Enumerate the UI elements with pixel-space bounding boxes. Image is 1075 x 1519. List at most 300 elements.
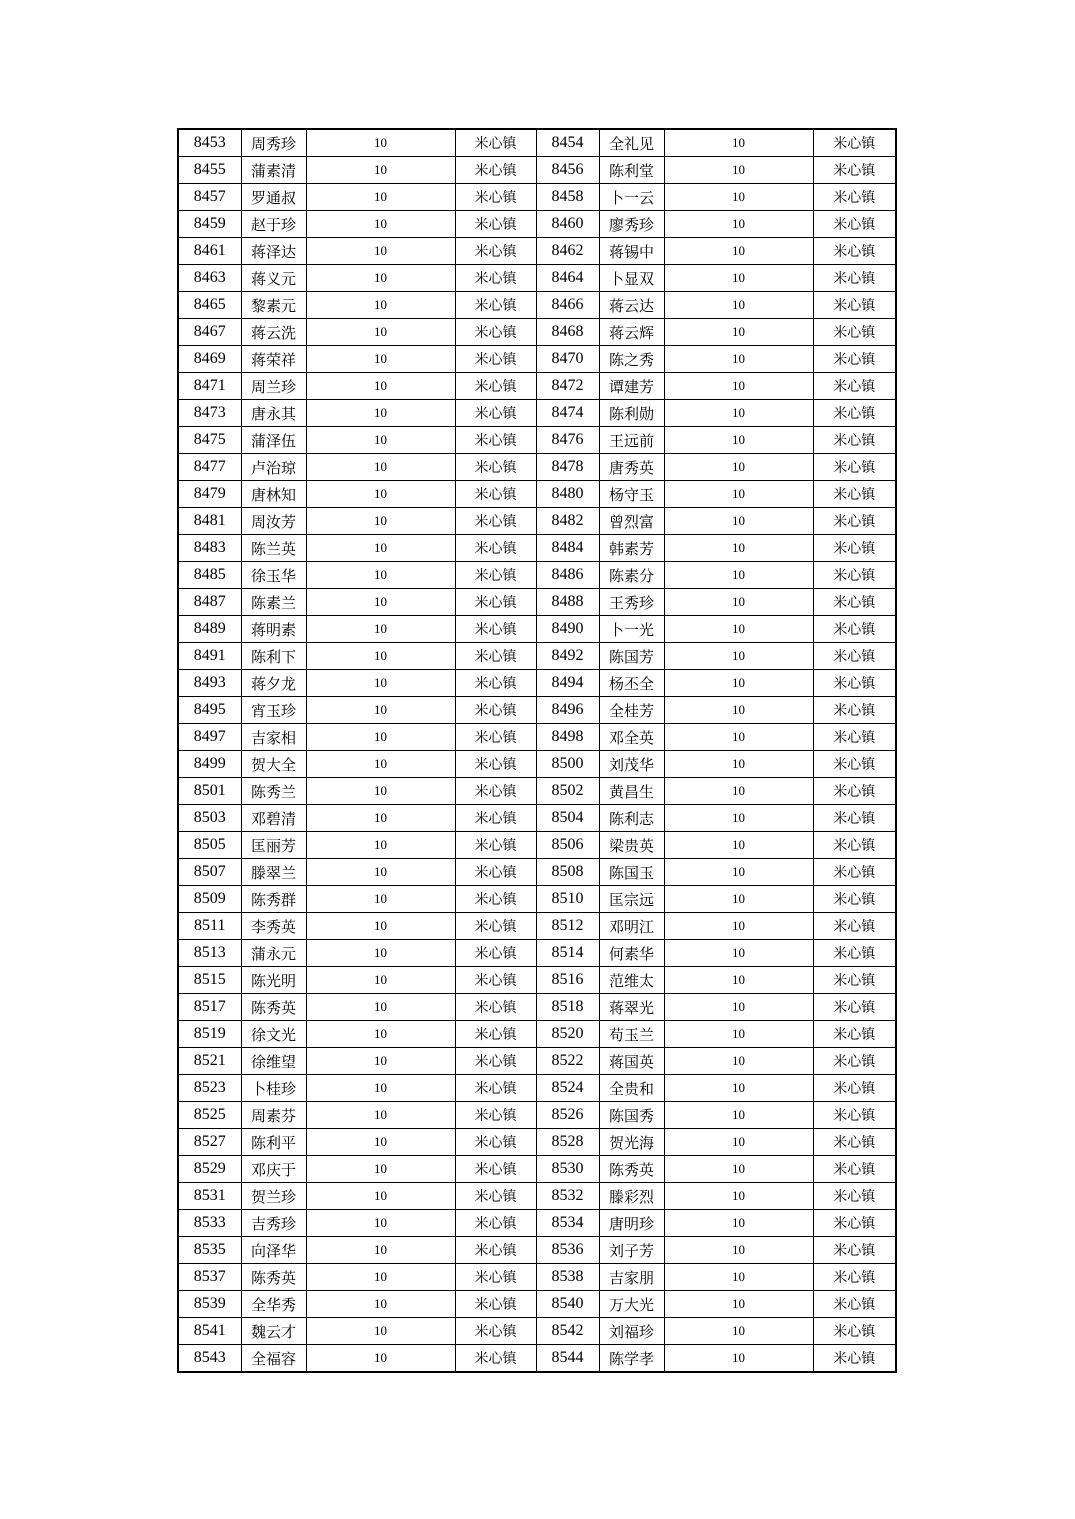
town-cell: 米心镇 <box>813 1318 896 1345</box>
id-cell: 8515 <box>178 967 241 994</box>
amount-cell: 10 <box>306 1129 455 1156</box>
name-cell: 陈利志 <box>599 805 664 832</box>
id-cell: 8475 <box>178 427 241 454</box>
amount-cell: 10 <box>306 508 455 535</box>
id-cell: 8454 <box>536 129 599 157</box>
id-cell: 8505 <box>178 832 241 859</box>
town-cell: 米心镇 <box>455 589 536 616</box>
name-cell: 全福容 <box>241 1345 306 1373</box>
amount-cell: 10 <box>306 346 455 373</box>
amount-cell: 10 <box>306 1021 455 1048</box>
table-row <box>178 913 896 940</box>
town-cell: 米心镇 <box>813 238 896 265</box>
amount-cell: 10 <box>664 805 813 832</box>
amount-cell: 10 <box>664 616 813 643</box>
name-cell: 邓庆于 <box>241 1156 306 1183</box>
name-cell: 吉秀珍 <box>241 1210 306 1237</box>
town-cell: 米心镇 <box>813 1237 896 1264</box>
table-row <box>178 670 896 697</box>
town-cell: 米心镇 <box>455 427 536 454</box>
table-row <box>178 724 896 751</box>
id-cell: 8541 <box>178 1318 241 1345</box>
id-cell: 8483 <box>178 535 241 562</box>
amount-cell: 10 <box>664 1183 813 1210</box>
name-cell: 贺兰珍 <box>241 1183 306 1210</box>
amount-cell: 10 <box>664 670 813 697</box>
town-cell: 米心镇 <box>455 1156 536 1183</box>
id-cell: 8544 <box>536 1345 599 1373</box>
name-cell: 蒋明素 <box>241 616 306 643</box>
amount-cell: 10 <box>664 184 813 211</box>
name-cell: 陈之秀 <box>599 346 664 373</box>
name-cell: 陈光明 <box>241 967 306 994</box>
amount-cell: 10 <box>664 643 813 670</box>
id-cell: 8522 <box>536 1048 599 1075</box>
name-cell: 蒋国英 <box>599 1048 664 1075</box>
id-cell: 8496 <box>536 697 599 724</box>
town-cell: 米心镇 <box>455 157 536 184</box>
table-row <box>178 1318 896 1345</box>
amount-cell: 10 <box>306 616 455 643</box>
id-cell: 8543 <box>178 1345 241 1373</box>
town-cell: 米心镇 <box>813 940 896 967</box>
id-cell: 8512 <box>536 913 599 940</box>
town-cell: 米心镇 <box>813 967 896 994</box>
town-cell: 米心镇 <box>813 1021 896 1048</box>
town-cell: 米心镇 <box>813 1102 896 1129</box>
table-row <box>178 994 896 1021</box>
amount-cell: 10 <box>664 129 813 157</box>
name-cell: 蒋荣祥 <box>241 346 306 373</box>
name-cell: 王远前 <box>599 427 664 454</box>
id-cell: 8502 <box>536 778 599 805</box>
name-cell: 魏云才 <box>241 1318 306 1345</box>
name-cell: 蒋云洗 <box>241 319 306 346</box>
id-cell: 8455 <box>178 157 241 184</box>
amount-cell: 10 <box>664 1237 813 1264</box>
id-cell: 8476 <box>536 427 599 454</box>
town-cell: 米心镇 <box>813 319 896 346</box>
town-cell: 米心镇 <box>813 913 896 940</box>
id-cell: 8501 <box>178 778 241 805</box>
amount-cell: 10 <box>664 211 813 238</box>
amount-cell: 10 <box>664 994 813 1021</box>
town-cell: 米心镇 <box>455 886 536 913</box>
amount-cell: 10 <box>664 427 813 454</box>
name-cell: 何素华 <box>599 940 664 967</box>
town-cell: 米心镇 <box>813 1345 896 1373</box>
amount-cell: 10 <box>306 643 455 670</box>
amount-cell: 10 <box>306 1048 455 1075</box>
table-row <box>178 805 896 832</box>
name-cell: 蒋义元 <box>241 265 306 292</box>
amount-cell: 10 <box>306 589 455 616</box>
amount-cell: 10 <box>664 886 813 913</box>
town-cell: 米心镇 <box>813 643 896 670</box>
town-cell: 米心镇 <box>813 211 896 238</box>
town-cell: 米心镇 <box>455 211 536 238</box>
name-cell: 李秀英 <box>241 913 306 940</box>
id-cell: 8453 <box>178 129 241 157</box>
town-cell: 米心镇 <box>813 373 896 400</box>
table-row <box>178 1345 896 1373</box>
table-row <box>178 940 896 967</box>
name-cell: 滕翠兰 <box>241 859 306 886</box>
town-cell: 米心镇 <box>455 265 536 292</box>
table-row <box>178 481 896 508</box>
id-cell: 8494 <box>536 670 599 697</box>
town-cell: 米心镇 <box>455 1102 536 1129</box>
name-cell: 蒋云达 <box>599 292 664 319</box>
town-cell: 米心镇 <box>813 859 896 886</box>
amount-cell: 10 <box>306 751 455 778</box>
id-cell: 8493 <box>178 670 241 697</box>
town-cell: 米心镇 <box>813 157 896 184</box>
town-cell: 米心镇 <box>813 778 896 805</box>
amount-cell: 10 <box>664 1291 813 1318</box>
name-cell: 吉家相 <box>241 724 306 751</box>
name-cell: 吉家朋 <box>599 1264 664 1291</box>
id-cell: 8495 <box>178 697 241 724</box>
id-cell: 8489 <box>178 616 241 643</box>
table-row <box>178 427 896 454</box>
name-cell: 匡丽芳 <box>241 832 306 859</box>
amount-cell: 10 <box>306 238 455 265</box>
name-cell: 陈国玉 <box>599 859 664 886</box>
amount-cell: 10 <box>664 967 813 994</box>
id-cell: 8516 <box>536 967 599 994</box>
town-cell: 米心镇 <box>455 238 536 265</box>
name-cell: 卜一云 <box>599 184 664 211</box>
table-row <box>178 454 896 481</box>
name-cell: 陈素兰 <box>241 589 306 616</box>
id-cell: 8537 <box>178 1264 241 1291</box>
id-cell: 8504 <box>536 805 599 832</box>
amount-cell: 10 <box>664 940 813 967</box>
roster-table <box>177 128 897 1373</box>
id-cell: 8470 <box>536 346 599 373</box>
amount-cell: 10 <box>306 535 455 562</box>
amount-cell: 10 <box>306 1156 455 1183</box>
amount-cell: 10 <box>664 562 813 589</box>
amount-cell: 10 <box>664 292 813 319</box>
name-cell: 陈秀群 <box>241 886 306 913</box>
amount-cell: 10 <box>306 1237 455 1264</box>
name-cell: 全贵和 <box>599 1075 664 1102</box>
town-cell: 米心镇 <box>455 1021 536 1048</box>
table-row <box>178 886 896 913</box>
name-cell: 唐明珍 <box>599 1210 664 1237</box>
id-cell: 8526 <box>536 1102 599 1129</box>
name-cell: 卜一光 <box>599 616 664 643</box>
id-cell: 8460 <box>536 211 599 238</box>
id-cell: 8490 <box>536 616 599 643</box>
amount-cell: 10 <box>306 129 455 157</box>
amount-cell: 10 <box>306 1102 455 1129</box>
name-cell: 蒲泽伍 <box>241 427 306 454</box>
id-cell: 8480 <box>536 481 599 508</box>
amount-cell: 10 <box>664 724 813 751</box>
name-cell: 陈国芳 <box>599 643 664 670</box>
amount-cell: 10 <box>306 1264 455 1291</box>
name-cell: 陈利下 <box>241 643 306 670</box>
name-cell: 周兰珍 <box>241 373 306 400</box>
id-cell: 8485 <box>178 562 241 589</box>
table-row <box>178 1021 896 1048</box>
name-cell: 韩素芳 <box>599 535 664 562</box>
name-cell: 全礼见 <box>599 129 664 157</box>
table-row <box>178 535 896 562</box>
amount-cell: 10 <box>664 400 813 427</box>
id-cell: 8491 <box>178 643 241 670</box>
id-cell: 8519 <box>178 1021 241 1048</box>
town-cell: 米心镇 <box>813 481 896 508</box>
town-cell: 米心镇 <box>813 1291 896 1318</box>
town-cell: 米心镇 <box>455 129 536 157</box>
town-cell: 米心镇 <box>813 184 896 211</box>
amount-cell: 10 <box>664 1345 813 1373</box>
table-row <box>178 211 896 238</box>
amount-cell: 10 <box>306 994 455 1021</box>
amount-cell: 10 <box>306 697 455 724</box>
name-cell: 贺光海 <box>599 1129 664 1156</box>
amount-cell: 10 <box>664 859 813 886</box>
id-cell: 8506 <box>536 832 599 859</box>
name-cell: 全桂芳 <box>599 697 664 724</box>
id-cell: 8514 <box>536 940 599 967</box>
town-cell: 米心镇 <box>455 751 536 778</box>
town-cell: 米心镇 <box>455 1291 536 1318</box>
town-cell: 米心镇 <box>813 454 896 481</box>
id-cell: 8531 <box>178 1183 241 1210</box>
town-cell: 米心镇 <box>455 913 536 940</box>
amount-cell: 10 <box>664 697 813 724</box>
name-cell: 陈国秀 <box>599 1102 664 1129</box>
town-cell: 米心镇 <box>455 643 536 670</box>
town-cell: 米心镇 <box>455 778 536 805</box>
id-cell: 8534 <box>536 1210 599 1237</box>
id-cell: 8486 <box>536 562 599 589</box>
table-row <box>178 778 896 805</box>
table-row <box>178 184 896 211</box>
amount-cell: 10 <box>664 1318 813 1345</box>
id-cell: 8507 <box>178 859 241 886</box>
amount-cell: 10 <box>306 859 455 886</box>
table-row <box>178 1156 896 1183</box>
amount-cell: 10 <box>306 913 455 940</box>
name-cell: 全华秀 <box>241 1291 306 1318</box>
name-cell: 蒲素清 <box>241 157 306 184</box>
amount-cell: 10 <box>664 508 813 535</box>
town-cell: 米心镇 <box>455 1048 536 1075</box>
amount-cell: 10 <box>306 427 455 454</box>
id-cell: 8457 <box>178 184 241 211</box>
amount-cell: 10 <box>664 265 813 292</box>
name-cell: 匡宗远 <box>599 886 664 913</box>
amount-cell: 10 <box>306 670 455 697</box>
town-cell: 米心镇 <box>455 1129 536 1156</box>
id-cell: 8540 <box>536 1291 599 1318</box>
name-cell: 卢治琼 <box>241 454 306 481</box>
id-cell: 8472 <box>536 373 599 400</box>
name-cell: 蒲永元 <box>241 940 306 967</box>
id-cell: 8542 <box>536 1318 599 1345</box>
table-row <box>178 1129 896 1156</box>
town-cell: 米心镇 <box>813 697 896 724</box>
town-cell: 米心镇 <box>455 535 536 562</box>
town-cell: 米心镇 <box>813 886 896 913</box>
name-cell: 唐秀英 <box>599 454 664 481</box>
town-cell: 米心镇 <box>813 346 896 373</box>
amount-cell: 10 <box>664 373 813 400</box>
town-cell: 米心镇 <box>455 1075 536 1102</box>
town-cell: 米心镇 <box>455 454 536 481</box>
id-cell: 8538 <box>536 1264 599 1291</box>
town-cell: 米心镇 <box>455 1264 536 1291</box>
town-cell: 米心镇 <box>455 373 536 400</box>
name-cell: 黎素元 <box>241 292 306 319</box>
town-cell: 米心镇 <box>455 1183 536 1210</box>
name-cell: 蒋夕龙 <box>241 670 306 697</box>
town-cell: 米心镇 <box>455 697 536 724</box>
town-cell: 米心镇 <box>455 616 536 643</box>
town-cell: 米心镇 <box>455 1318 536 1345</box>
table-row <box>178 643 896 670</box>
name-cell: 蒋云辉 <box>599 319 664 346</box>
amount-cell: 10 <box>306 805 455 832</box>
table-row <box>178 346 896 373</box>
amount-cell: 10 <box>664 1048 813 1075</box>
name-cell: 刘茂华 <box>599 751 664 778</box>
amount-cell: 10 <box>306 1318 455 1345</box>
amount-cell: 10 <box>664 1075 813 1102</box>
town-cell: 米心镇 <box>455 481 536 508</box>
table-row <box>178 967 896 994</box>
name-cell: 刘福珍 <box>599 1318 664 1345</box>
id-cell: 8461 <box>178 238 241 265</box>
town-cell: 米心镇 <box>813 129 896 157</box>
name-cell: 陈秀英 <box>241 1264 306 1291</box>
id-cell: 8471 <box>178 373 241 400</box>
table-row <box>178 751 896 778</box>
table-row <box>178 1291 896 1318</box>
name-cell: 梁贵英 <box>599 832 664 859</box>
id-cell: 8509 <box>178 886 241 913</box>
name-cell: 卜显双 <box>599 265 664 292</box>
name-cell: 唐永其 <box>241 400 306 427</box>
name-cell: 徐玉华 <box>241 562 306 589</box>
table-row <box>178 1237 896 1264</box>
amount-cell: 10 <box>306 778 455 805</box>
name-cell: 万大光 <box>599 1291 664 1318</box>
town-cell: 米心镇 <box>813 724 896 751</box>
town-cell: 米心镇 <box>455 994 536 1021</box>
id-cell: 8530 <box>536 1156 599 1183</box>
amount-cell: 10 <box>306 562 455 589</box>
id-cell: 8478 <box>536 454 599 481</box>
id-cell: 8474 <box>536 400 599 427</box>
amount-cell: 10 <box>664 319 813 346</box>
table-row <box>178 562 896 589</box>
town-cell: 米心镇 <box>455 1345 536 1373</box>
table-row <box>178 157 896 184</box>
name-cell: 邓全英 <box>599 724 664 751</box>
id-cell: 8527 <box>178 1129 241 1156</box>
table-row <box>178 697 896 724</box>
id-cell: 8521 <box>178 1048 241 1075</box>
town-cell: 米心镇 <box>813 427 896 454</box>
id-cell: 8513 <box>178 940 241 967</box>
id-cell: 8511 <box>178 913 241 940</box>
roster-body <box>178 129 896 1372</box>
name-cell: 陈学孝 <box>599 1345 664 1373</box>
id-cell: 8484 <box>536 535 599 562</box>
name-cell: 范维太 <box>599 967 664 994</box>
name-cell: 卜桂珍 <box>241 1075 306 1102</box>
amount-cell: 10 <box>664 1210 813 1237</box>
name-cell: 周秀珍 <box>241 129 306 157</box>
id-cell: 8464 <box>536 265 599 292</box>
name-cell: 蒋泽达 <box>241 238 306 265</box>
id-cell: 8462 <box>536 238 599 265</box>
town-cell: 米心镇 <box>455 319 536 346</box>
table-row <box>178 589 896 616</box>
id-cell: 8467 <box>178 319 241 346</box>
amount-cell: 10 <box>306 319 455 346</box>
town-cell: 米心镇 <box>455 940 536 967</box>
town-cell: 米心镇 <box>813 1264 896 1291</box>
name-cell: 陈利堂 <box>599 157 664 184</box>
table-row <box>178 400 896 427</box>
id-cell: 8510 <box>536 886 599 913</box>
amount-cell: 10 <box>306 1183 455 1210</box>
table-row <box>178 129 896 157</box>
town-cell: 米心镇 <box>455 1237 536 1264</box>
amount-cell: 10 <box>664 454 813 481</box>
id-cell: 8487 <box>178 589 241 616</box>
town-cell: 米心镇 <box>813 589 896 616</box>
town-cell: 米心镇 <box>813 994 896 1021</box>
amount-cell: 10 <box>306 967 455 994</box>
id-cell: 8473 <box>178 400 241 427</box>
town-cell: 米心镇 <box>455 184 536 211</box>
id-cell: 8481 <box>178 508 241 535</box>
table-row <box>178 508 896 535</box>
table-row <box>178 859 896 886</box>
name-cell: 罗通叔 <box>241 184 306 211</box>
amount-cell: 10 <box>664 1264 813 1291</box>
town-cell: 米心镇 <box>813 1183 896 1210</box>
town-cell: 米心镇 <box>813 751 896 778</box>
name-cell: 陈秀兰 <box>241 778 306 805</box>
town-cell: 米心镇 <box>813 1210 896 1237</box>
id-cell: 8533 <box>178 1210 241 1237</box>
id-cell: 8456 <box>536 157 599 184</box>
amount-cell: 10 <box>306 265 455 292</box>
table-row <box>178 1183 896 1210</box>
id-cell: 8535 <box>178 1237 241 1264</box>
name-cell: 陈秀英 <box>241 994 306 1021</box>
amount-cell: 10 <box>664 832 813 859</box>
town-cell: 米心镇 <box>455 346 536 373</box>
name-cell: 陈兰英 <box>241 535 306 562</box>
amount-cell: 10 <box>664 346 813 373</box>
name-cell: 廖秀珍 <box>599 211 664 238</box>
town-cell: 米心镇 <box>813 616 896 643</box>
name-cell: 陈利勋 <box>599 400 664 427</box>
town-cell: 米心镇 <box>813 562 896 589</box>
town-cell: 米心镇 <box>455 508 536 535</box>
